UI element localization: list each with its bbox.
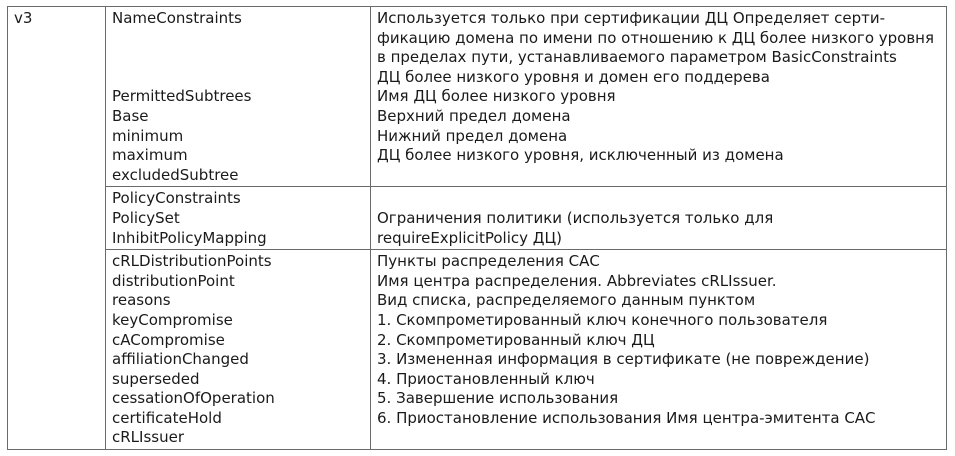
table-row (8, 250, 947, 450)
desc-distribution-point: Имя центра распределения. Abbreviates cRLIssuer. (377, 271, 777, 290)
field-cell (106, 187, 371, 250)
field-key-compromise: keyCompromise (112, 310, 233, 329)
field-cessation-of-operation: cessationOfOperation (112, 389, 275, 408)
description-cell (371, 7, 947, 187)
desc-maximum: Нижний предел домена (377, 126, 568, 145)
field-name-constraints: NameConstraints (112, 9, 242, 27)
desc-crl-distribution-points: Пункты распределения САС (377, 252, 600, 271)
table-row (8, 7, 947, 187)
table-row (8, 187, 947, 250)
desc-excluded-subtree: ДЦ более низкого уровня, исключенный из домена (377, 146, 784, 165)
desc-name-constraints: Используется только при сертификации ДЦ Определяет серти-фикацию домена по имени по отношению к ДЦ более низкого уровня в пределах пути, устанавливаемого параметром BasicConstraints (377, 9, 935, 67)
field-permitted-subtrees: PermittedSubtrees (112, 87, 252, 106)
extensions-table (7, 6, 947, 450)
field-crl-issuer: cRLIssuer (112, 428, 184, 447)
field-base: Base (112, 106, 149, 125)
desc-policy-line2: requireExplicitPolicy ДЦ) (377, 228, 562, 247)
description-cell (371, 250, 947, 450)
field-cell (106, 7, 371, 187)
desc-cessation-of-operation: 5. Завершение использования (377, 389, 619, 408)
desc-minimum: Верхний предел домена (377, 106, 571, 125)
desc-base: Имя ДЦ более низкого уровня (377, 87, 616, 106)
field-crl-distribution-points: cRLDistributionPoints (112, 252, 272, 271)
version-cell (8, 7, 106, 450)
desc-ca-compromise: 2. Скомпрометированный ключ ДЦ (377, 330, 655, 349)
description-cell (371, 187, 947, 250)
field-ca-compromise: cACompromise (112, 330, 225, 349)
spacer (377, 189, 941, 209)
field-maximum: maximum (112, 146, 188, 165)
desc-superseded: 4. Приостановленный ключ (377, 369, 595, 388)
field-cell (106, 250, 371, 450)
field-excluded-subtree: excludedSubtree (112, 165, 239, 184)
desc-certificate-hold: 6. Приостановление использования Имя центра-эмитента САС (377, 408, 876, 427)
version-label: v3 (14, 9, 33, 27)
field-distribution-point: distributionPoint (112, 271, 235, 290)
spacer (112, 29, 365, 88)
field-policy-set: PolicySet (112, 208, 180, 227)
field-affiliation-changed: affiliationChanged (112, 350, 249, 369)
desc-permitted-subtrees: ДЦ более низкого уровня и домен его поддерева (377, 67, 770, 86)
desc-policy-line1: Ограничения политики (используется только для (377, 208, 774, 227)
desc-affiliation-changed: 3. Измененная информация в сертификате (не повреждение) (377, 350, 870, 369)
field-certificate-hold: certificateHold (112, 408, 222, 427)
desc-key-compromise: 1. Скомпрометированный ключ конечного пользователя (377, 310, 828, 329)
field-minimum: minimum (112, 126, 184, 145)
desc-reasons: Вид списка, распределяемого данным пунктом (377, 291, 756, 310)
field-inhibit-policy-mapping: InhibitPolicyMapping (112, 228, 267, 247)
field-policy-constraints: PolicyConstraints (112, 189, 241, 208)
field-superseded: superseded (112, 369, 200, 388)
field-reasons: reasons (112, 291, 171, 310)
